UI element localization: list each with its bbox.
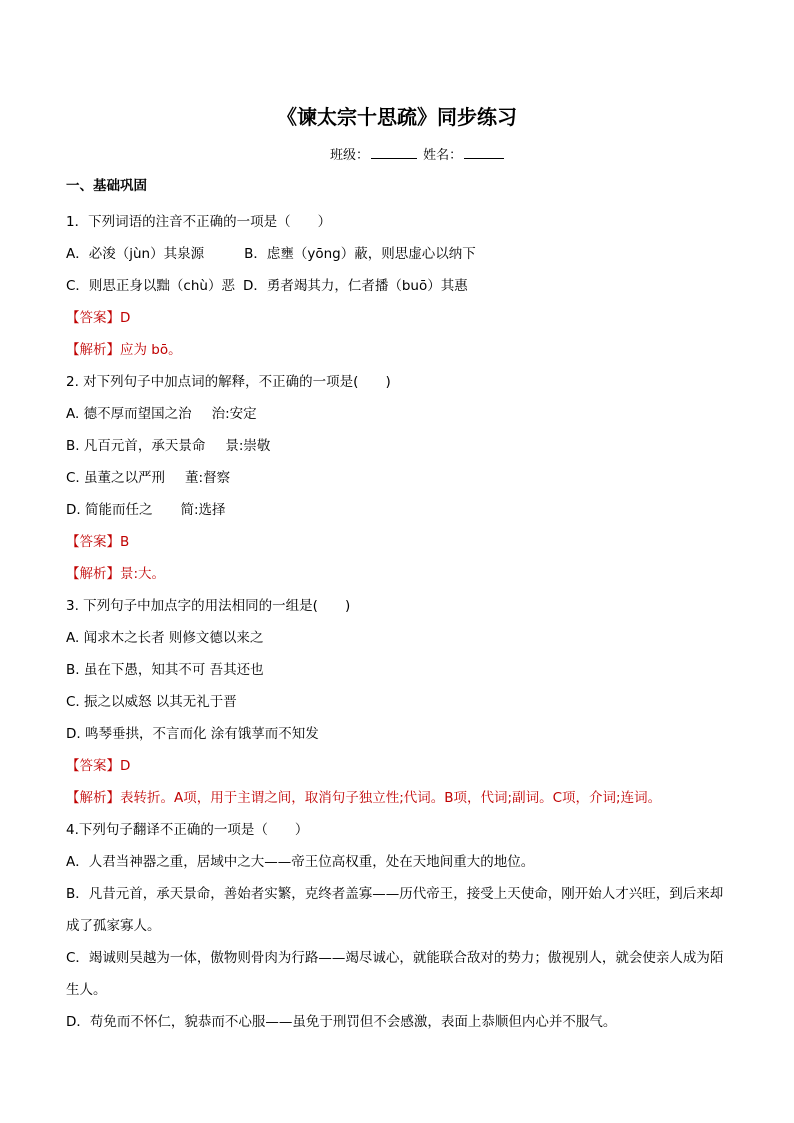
analysis-tag: 【解析】 <box>66 342 120 358</box>
q2-option-d-sentence: D. 简能而任之 <box>66 502 153 518</box>
q2-option-b <box>66 430 731 462</box>
q2-analysis <box>66 558 731 590</box>
student-info-line <box>330 144 506 166</box>
analysis-text: 应为 bō。 <box>120 342 182 358</box>
q2-option-b-sentence: B. 凡百元首，承天景命 <box>66 438 206 454</box>
q2-answer <box>66 526 731 558</box>
q1-option-c: C．则思正身以黜（chù）恶 <box>66 278 235 294</box>
q2-option-a-gloss: 治:安定 <box>211 406 257 422</box>
answer-tag: 【答案】 <box>66 534 120 550</box>
analysis-text: 表转折。A项，用于主谓之间，取消句子独立性;代词。B项，代词;副词。C项，介词;连词。 <box>120 790 662 806</box>
q2-option-d <box>66 494 731 526</box>
q1-answer <box>66 302 731 334</box>
q3-stem: 3. 下列句子中加点字的用法相同的一组是( ) <box>66 598 351 614</box>
q1-option-d: D．勇者竭其力，仁者播（buō）其惠 <box>242 278 468 294</box>
class-blank[interactable] <box>371 144 417 159</box>
name-label: 姓名： <box>423 148 463 163</box>
q3-option-a: A. 闻求木之长者 则修文德以来之 <box>66 630 264 646</box>
q1-options-cd <box>66 270 731 302</box>
q2-option-a-sentence: A. 德不厚而望国之治 <box>66 406 192 422</box>
document-title: 《谏太宗十思疏》同步练习 <box>277 105 517 129</box>
answer-value: D <box>120 310 131 326</box>
q2-option-d-gloss: 简:选择 <box>180 502 226 518</box>
q2-option-c <box>66 462 731 494</box>
q1-analysis <box>66 334 731 366</box>
q1-options-ab <box>66 238 731 270</box>
analysis-tag: 【解析】 <box>66 790 120 806</box>
q3-analysis <box>66 782 731 814</box>
analysis-tag: 【解析】 <box>66 566 120 582</box>
answer-value: B <box>120 534 130 550</box>
q2-option-b-gloss: 景:崇敬 <box>225 438 271 454</box>
name-blank[interactable] <box>464 144 504 159</box>
document-body <box>66 174 731 1038</box>
answer-value: D <box>120 758 131 774</box>
q4-option-c: C．竭诚则吴越为一体，傲物则骨肉为行路——竭尽诚心，就能联合敌对的势力；傲视别人，就会使亲人成为陌生人。 <box>66 950 724 998</box>
q4-stem: 4.下列句子翻译不正确的一项是（ ） <box>66 822 309 838</box>
q3-answer <box>66 750 731 782</box>
section-heading: 一、基础巩固 <box>66 178 147 194</box>
q2-option-a <box>66 398 731 430</box>
q1-option-a: A．必浚（jùn）其泉源 <box>66 246 205 262</box>
answer-tag: 【答案】 <box>66 758 120 774</box>
q3-option-d: D. 鸣琴垂拱，不言而化 涂有饿莩而不知发 <box>66 726 319 742</box>
q4-option-b: B．凡昔元首，承天景命，善始者实繁，克终者盖寡——历代帝王，接受上天使命，刚开始人才兴旺，到后来却成了孤家寡人。 <box>66 886 724 934</box>
answer-tag: 【答案】 <box>66 310 120 326</box>
q1-option-b: B．虑壅（yōng）蔽，则思虚心以纳下 <box>244 246 476 262</box>
q3-option-b: B. 虽在下愚，知其不可 吾其还也 <box>66 662 264 678</box>
q2-option-c-gloss: 董:督察 <box>185 470 231 486</box>
q2-option-c-sentence: C. 虽董之以严刑 <box>66 470 166 486</box>
q3-option-c: C. 振之以威怒 以其无礼于晋 <box>66 694 237 710</box>
class-label: 班级： <box>330 148 370 163</box>
analysis-text: 景:大。 <box>120 566 166 582</box>
q2-stem: 2. 对下列句子中加点词的解释，不正确的一项是( ) <box>66 374 391 390</box>
q1-stem: 1．下列词语的注音不正确的一项是（ ） <box>66 214 332 230</box>
q4-option-a: A．人君当神器之重，居域中之大——帝王位高权重，处在天地间重大的地位。 <box>66 854 535 870</box>
q4-option-d: D．苟免而不怀仁，貌恭而不心服——虽免于刑罚但不会感激，表面上恭顺但内心并不服气。 <box>66 1014 617 1030</box>
